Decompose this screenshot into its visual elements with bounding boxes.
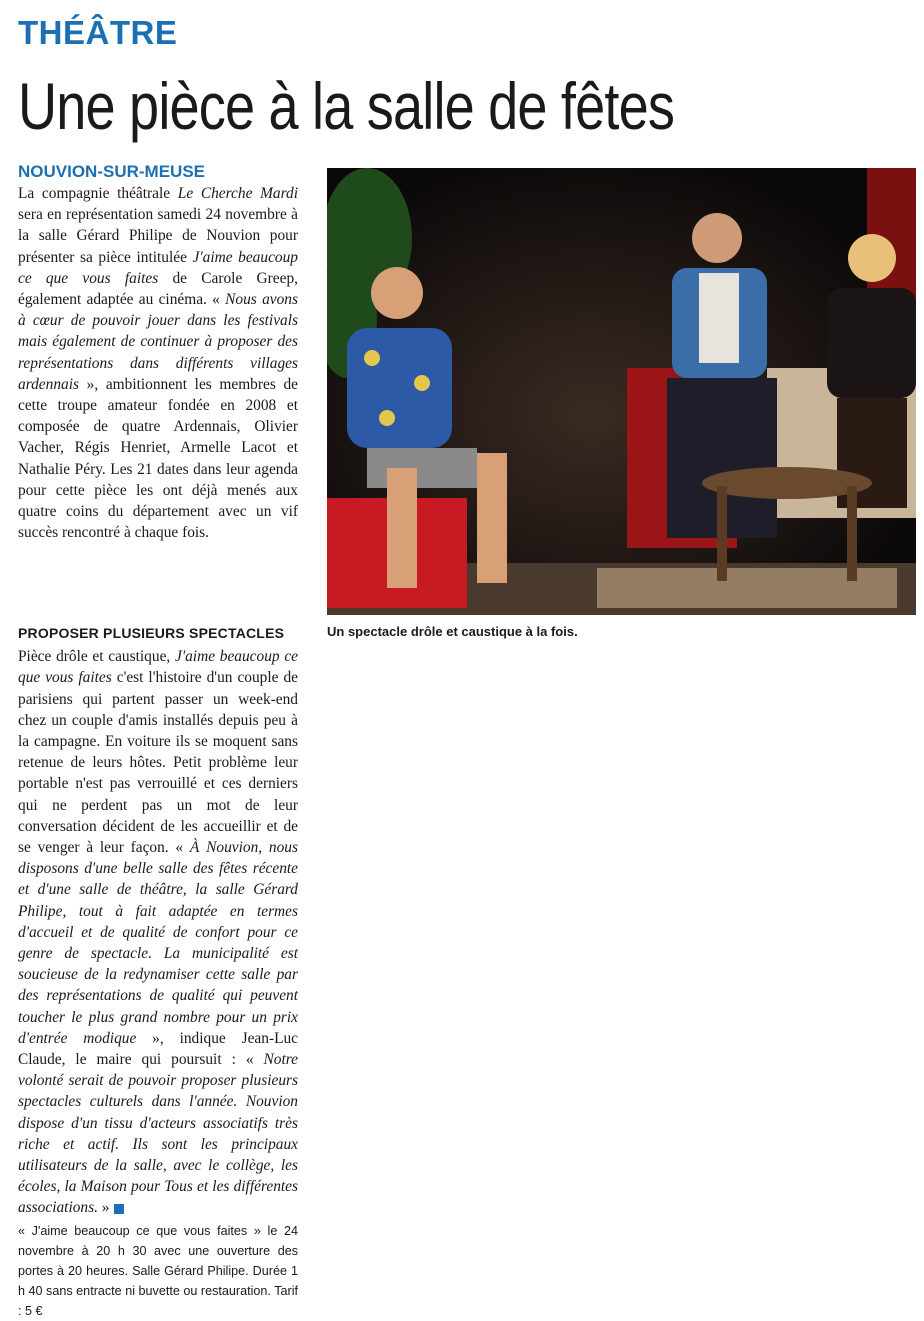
headline: Une pièce à la salle de fêtes bbox=[18, 69, 675, 143]
intro-paragraph bbox=[18, 183, 298, 543]
play-title: J'aime beaucoup ce que vous faites bbox=[18, 648, 298, 687]
body-text: », indique Jean-Luc Claude, le maire qui poursuit : « bbox=[18, 1029, 298, 1069]
play-title: J'aime beaucoup ce que vous faites bbox=[18, 248, 298, 287]
body-text: c'est l'histoire d'un couple de parisiens qui partent passer un week-end chez un couple d'amis installés depuis peu à la campagne. En voiture ils se moquent sans retenue de leurs hôtes. Petit problème leur portable n'est pas verrouillé et ces derniers qui ne perdent pas un mot de leur conversation décident de les accueillir et de se venger à leur façon. « bbox=[18, 669, 298, 857]
article-photo bbox=[327, 168, 916, 615]
body-paragraph bbox=[18, 646, 298, 1218]
article-column-1-lower bbox=[18, 623, 298, 1321]
troupe-name: Le Cherche Mardi bbox=[177, 185, 298, 202]
end-of-article-mark bbox=[114, 1204, 124, 1214]
troupe-quote: Nous avons à cœur de pouvoir jouer dans les festivals mais également de continuer à proposer des représentations dans différents villages ardennais bbox=[18, 291, 298, 393]
intro-text: », ambitionnent les membres de cette troupe amateur fondée en 2008 et composée de quatre Ardennais, Olivier Vacher, Régis Henriet, Armelle Lacot et Nathalie Péry. Les 21 dates dans leur agenda pour cette pièce les ont déjà menés aux quatre coins du département avec un vif succès rencontré à chaque fois. bbox=[18, 375, 298, 542]
stage-photo-illustration bbox=[327, 168, 916, 615]
info-box: « J'aime beaucoup ce que vous faites » le 24 novembre à 20 h 30 avec une ouverture des portes à 20 heures. Salle Gérard Philipe. Durée 1 h 40 sans entracte ni buvette ou restauration. Tarif : 5 € bbox=[18, 1223, 298, 1318]
intro-text: La compagnie théâtrale bbox=[18, 185, 178, 202]
dateline-location: NOUVION-SUR-MEUSE bbox=[18, 162, 206, 181]
body-text: Pièce drôle et caustique, bbox=[18, 648, 175, 666]
intro-text: de Carole Greep, également adaptée au cinéma. « bbox=[18, 269, 298, 309]
body-text: » bbox=[97, 1199, 110, 1217]
intro-text: sera en représentation samedi 24 novembre à la salle Gérard Philipe de Nouvion pour présenter sa pièce intitulée bbox=[18, 206, 298, 266]
mayor-quote-end: Notre volonté serait de pouvoir proposer plusieurs spectacles culturels dans l'année. Nouvion dispose d'un tissu d'acteurs associatifs très riche et actif. Ils sont les principaux utilisateurs de la salle, avec le collège, les écoles, la Maison pour Tous et les différentes associations. bbox=[18, 1051, 298, 1217]
section-rubric: THÉÂTRE bbox=[18, 14, 178, 51]
article-column-1 bbox=[18, 183, 298, 543]
mayor-quote-start: À Nouvion, nous disposons d'une belle salle des fêtes récente et d'une salle de théâtre, la salle Gérard Philipe, tout à fait adaptée en termes d'accueil et de qualité de confort pour ce genre de spectacle. La municipalité est soucieuse de la redynamiser cette salle par des représentations de qualité qui peuvent toucher le plus grand nombre pour un prix d'entrée modique bbox=[18, 839, 298, 1047]
subheading: PROPOSER PLUSIEURS SPECTACLES bbox=[18, 625, 285, 641]
photo-caption: Un spectacle drôle et caustique à la fois. bbox=[327, 624, 578, 639]
